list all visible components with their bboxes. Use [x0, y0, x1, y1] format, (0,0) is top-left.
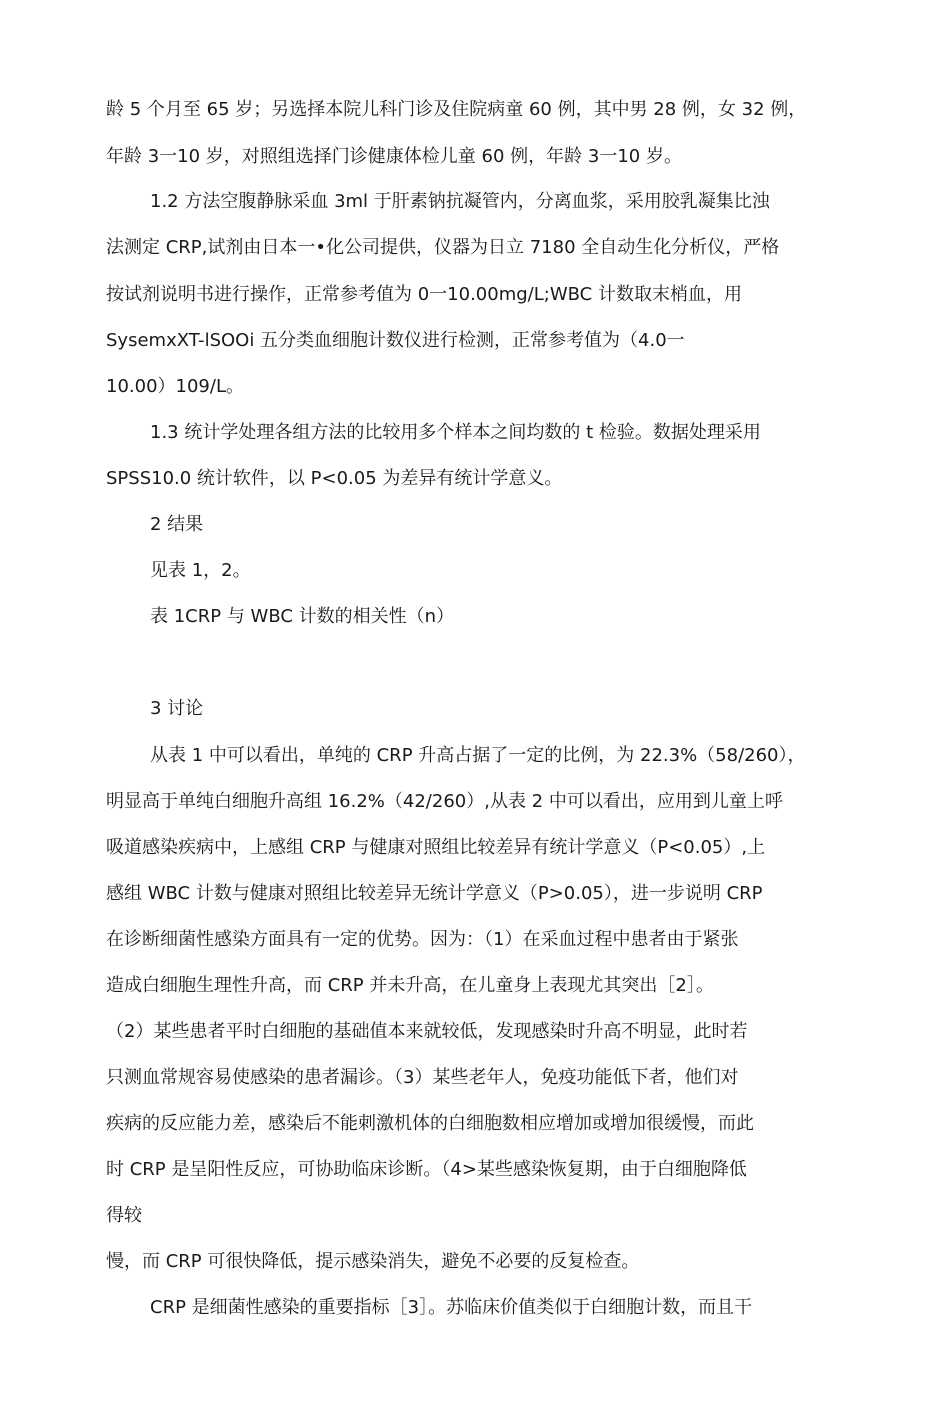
text-line: 在诊断细菌性感染方面具有一定的优势。因为：（1）在采血过程中患者由于紧张 [106, 929, 739, 950]
text-line: 时 CRP 是呈阳性反应，可协助临床诊断。（4>某些感染恢复期，由于白细胞降低 [106, 1159, 747, 1180]
text-line: 慢，而 CRP 可很快降低，提示感染消失，避免不必要的反复检查。 [106, 1251, 640, 1272]
text-line: 造成白细胞生理性升高，而 CRP 并未升高，在儿童身上表现尤其突出［2］。 [106, 975, 714, 996]
section-heading: 2 结果 [150, 514, 204, 535]
text-line: 龄 5 个月至 65 岁；另选择本院儿科门诊及住院病童 60 例，其中男 28 例，女 32 例， [106, 99, 807, 120]
text-line: 见表 1，2。 [150, 560, 251, 581]
text-line: CRP 是细菌性感染的重要指标［3］。苏临床价值类似于白细胞计数，而且干 [150, 1297, 753, 1318]
text-line: 得较 [106, 1205, 142, 1226]
text-line: 年龄 3一10 岁，对照组选择门诊健康体检儿童 60 例，年龄 3一10 岁。 [106, 146, 682, 167]
text-line: （2）某些患者平时白细胞的基础值本来就较低，发现感染时升高不明显，此时若 [106, 1021, 748, 1042]
text-line: 1.2 方法空腹静脉采血 3ml 于肝素钠抗凝管内，分离血浆，采用胶乳凝集比浊 [150, 191, 770, 212]
text-line: 从表 1 中可以看出，单纯的 CRP 升高占据了一定的比例，为 22.3%（58/260）， [150, 745, 806, 766]
text-line: 感组 WBC 计数与健康对照组比较差异无统计学意义（P>0.05），进一步说明 CRP [106, 883, 763, 904]
text-line: 法测定 CRP,试剂由日本一•化公司提供，仪器为日立 7180 全自动生化分析仪，严格 [106, 237, 780, 258]
text-line: 疾病的反应能力差，感染后不能刺激机体的白细胞数相应增加或增加很缓慢，而此 [106, 1113, 754, 1134]
text-line: 吸道感染疾病中，上感组 CRP 与健康对照组比较差异有统计学意义（P<0.05）,上 [106, 837, 766, 858]
text-line: 明显高于单纯白细胞升高组 16.2%（42/260）,从表 2 中可以看出，应用到儿童上呼 [106, 791, 783, 812]
text-line: SPSS10.0 统计软件，以 P<0.05 为差异有统计学意义。 [106, 468, 563, 489]
text-line: 1.3 统计学处理各组方法的比较用多个样本之间均数的 t 检验。数据处理采用 [150, 422, 761, 443]
section-heading: 3 讨论 [150, 698, 204, 719]
text-line: 按试剂说明书进行操作，正常参考值为 0一10.00mg/L;WBC 计数取末梢血，用 [106, 284, 742, 305]
text-line: 只测血常规容易使感染的患者漏诊。（3）某些老年人，免疫功能低下者，他们对 [106, 1067, 739, 1088]
text-line: SysemxXT-lSOOi 五分类血细胞计数仪进行检测，正常参考值为（4.0一 [106, 330, 685, 351]
text-line: 10.00）109/L。 [106, 376, 244, 397]
table-caption: 表 1CRP 与 WBC 计数的相关性（n） [150, 606, 455, 627]
